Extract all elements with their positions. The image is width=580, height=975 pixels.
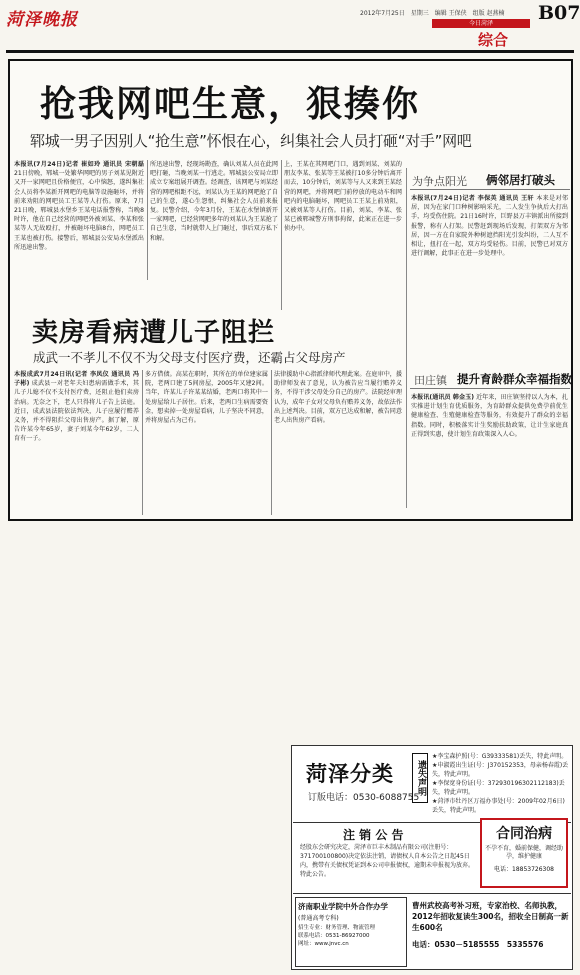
second-headline: 卖房看病遭儿子阻拦: [32, 318, 276, 348]
column-rule: [142, 370, 143, 515]
sidebar-divider: [406, 168, 407, 508]
recruit-title: 曹州武校高考补习班，专家治校、名师执教，2012年招收复读生300名，招收全日制高一新生600名: [412, 901, 569, 932]
lost-item: ★申淑霞出生证(号：J370152353，母亲杨春霞)丢失，特此声明。: [432, 762, 569, 778]
sidebar-text: [411, 194, 568, 364]
section-name: 综合: [478, 31, 509, 49]
notice-title: 注 销 公 告: [343, 828, 404, 842]
small-story-kicker: 田庄镇: [414, 374, 447, 387]
school-line: 招生专业：财务管理、物流管理: [298, 925, 376, 931]
lost-header: 遗失声明: [412, 753, 428, 803]
lead-col-2: 所迅速出警，经现场勘查，确认刘某人员在此网吧打砸，当晚刘某一行逃走。郓城县公安局立即成立专案组展开调查。经调查，该网吧与刘某经营的网吧相距不远，刘某认为王某的网吧抢了自己的生意，遂心生怨恨，纠集社会人员前来报复。民警介绍，今年3月份，王某在水堡镇新开一家网吧，已经营网吧多年的刘某认为王某抢了自己生意，当时就带人上门砸过，事后双方私下和解。: [150, 161, 278, 242]
edition-tab: 今日菏泽: [432, 19, 530, 28]
masthead-rule: [6, 50, 574, 53]
school-ad: [295, 897, 407, 967]
lead-col-3: 上，王某在其网吧门口，遇到刘某、刘某的朋友李某、张某等王某被打10多分钟后离开而去，10分钟后，刘某等与人又来到王某经营的网吧，并将网吧门前停放的电动车和网吧内的电脑砸坏，网吧员工王某上前劝阻，又被刘某等人打伤。目前，刘某、李某、张某已被郓城警方刑事拘留，此案正在进一步侦办中。: [284, 161, 402, 233]
sidebar-title: 俩邻居打破头: [486, 173, 555, 187]
lead-headline: 抢我网吧生意，狠揍你: [40, 84, 421, 125]
school-line: 网址：www.jnvc.cn: [298, 941, 349, 947]
lost-item: ★李保宽身份证(号：372930196302112183)丢失，特此声明。: [432, 780, 565, 796]
second-subhead: 成武一不孝儿不仅不为父母支付医疗费，还霸占父母房产: [33, 350, 346, 365]
recruit-phone: 电话：0530－5185555 5335576: [412, 940, 544, 949]
lost-item: ★菏泽市牡丹区万福办事处(号：2009年02月6日)丢失，特此声明。: [432, 798, 565, 814]
sidebar-kicker: 为争点阳光: [412, 175, 467, 188]
contract-disease-phone: 电话：18853726308: [494, 866, 554, 873]
small-story-rule: [410, 388, 570, 389]
lead-col-1: [14, 160, 144, 280]
school-line: 联系电话：0531-86927000: [298, 933, 370, 939]
ad-phone: 订版电话：0530-6088755: [308, 793, 420, 803]
column-rule: [147, 160, 148, 280]
school-lines: [296, 923, 406, 949]
small-story-body: 近年来，田庄镇坚持以人为本，扎实推进计划生育优质服务，为育龄群众提供免费孕前优生健康检查、生殖健康检查等服务，有效提升了群众的幸福指数。同时，积极落实计生奖励扶助政策，让计生家庭真正得到实惠，使计划生育政策深入人心。: [411, 394, 568, 438]
lead-text-1: 21日傍晚，郓城一处繁华网吧的男子刘某见附近又开一家网吧且价格便宜，心中恼怒，遂纠集社会人员将李某新开网吧的电脑等设施砸坏，并将前来劝阻的网吧员工王某等人打伤。原来，7月21日晚，郓城县水堡乡王某电话报警称，当晚8时许，他在自己经营的网吧外被刘某、李某和张某等人无故殴打，并被砸坏电脑8台，网吧员工王某也被打伤。接警后，郓城县公安局水堡派出所迅速出警。: [14, 170, 144, 251]
lost-items: [432, 752, 570, 822]
ad-divider: [293, 893, 571, 894]
masthead-logo: 菏泽晚报: [6, 10, 78, 30]
school-sub: (普通高考专科): [298, 915, 339, 922]
sidebar-rule: [410, 189, 570, 190]
small-story-byline: 本报讯(通讯员 韩金玉): [411, 394, 475, 401]
dateline: 2012年7月25日 星期三 编辑 王保侠 组版 赵燕楠: [360, 10, 505, 17]
sidebar-byline: 本报讯(7月24日)记者 李保英 通讯员 王轩: [411, 195, 534, 202]
small-story-title: 提升育龄群众幸福指数: [457, 372, 572, 386]
lost-item: ★李宝森护照(号：G39333581)丢失，特此声明。: [432, 753, 568, 760]
column-rule: [271, 370, 272, 515]
second-byline: 本报成武7月24日讯(记者 李凤仪 通讯员 冯子彬): [14, 371, 139, 388]
school-title: 济南职业学院中外合作办学: [298, 902, 388, 911]
small-story-text: [411, 393, 568, 513]
contract-disease-title: 合同治病: [496, 826, 552, 842]
second-col-1: [14, 370, 139, 515]
ad-brand: 菏泽分类: [306, 762, 394, 786]
contract-disease-ad: [480, 818, 568, 888]
recruit-ad: [412, 900, 570, 964]
lead-subhead: 郓城一男子因别人“抢生意”怀恨在心，纠集社会人员打砸“对手”网吧: [30, 132, 472, 150]
lead-byline: 本报讯(7月24日)记者 崔如玲 通讯员 宋朝磊: [14, 161, 144, 168]
contract-disease-sub: 不孕不育，婚前保健，调经助孕，维护健康: [485, 845, 564, 860]
sidebar-body: 本来是对邻居，因为在家门口种树影响采光，二人发生争执后大打出手，均受伤住院。21日16时许，巨野县万丰镇派出所接到报警，称有人打架。民警赶到现场后发现，打架双方为邻居，因一方在自家院外种树遮挡阳光引发纠纷，二人互不相让，扭打在一起，双方均受轻伤。目前，民警已对双方进行调解，此事正在进一步处理中。: [411, 195, 568, 258]
second-text-1: 成武县一对老年夫妇患病需做手术，其儿子儿媳不仅不支付医疗费，还阻止他们卖房治病。无奈之下，老人只得将儿子告上法庭。近日，成武县法院依法判决，儿子应履行赡养义务，并不得阻拦父母出售房产。据了解，原告许某今年65岁，妻子刘某今年62岁，二人育有一子。: [14, 380, 139, 443]
second-col-3: 法律援助中心指派律师代理此案。在庭审中，援助律师发表了意见，认为被告应当履行赡养义务，不得干涉父母处分自己的房产。法院经审理认为，成年子女对父母负有赡养义务，故依法作出上述判决。目前，双方已达成和解，被告同意老人出售房产看病。: [274, 371, 402, 425]
notice-text: 经股东会研究决定，菏泽市巨丰木制品有限公司(注册号：371700100800)决定依法注销，请债权人自本公告之日起45日内，携带有关债权凭证到本公司申报债权，逾期未申报视为放弃。特此公告。: [300, 844, 475, 878]
second-col-2: 多方借债。高某在职时，其所在的单位建家属院，老两口建了5间房屋，2005年又建2间。当年，许某儿子许某某结婚，老两口将其中一处房屋给儿子居住。后来，老两口生病需要资金，想卖掉一处房屋看病，儿子坚决不同意，并将房屋占为己有。: [145, 371, 268, 425]
page-number: B07: [538, 2, 580, 24]
column-rule: [281, 160, 282, 310]
